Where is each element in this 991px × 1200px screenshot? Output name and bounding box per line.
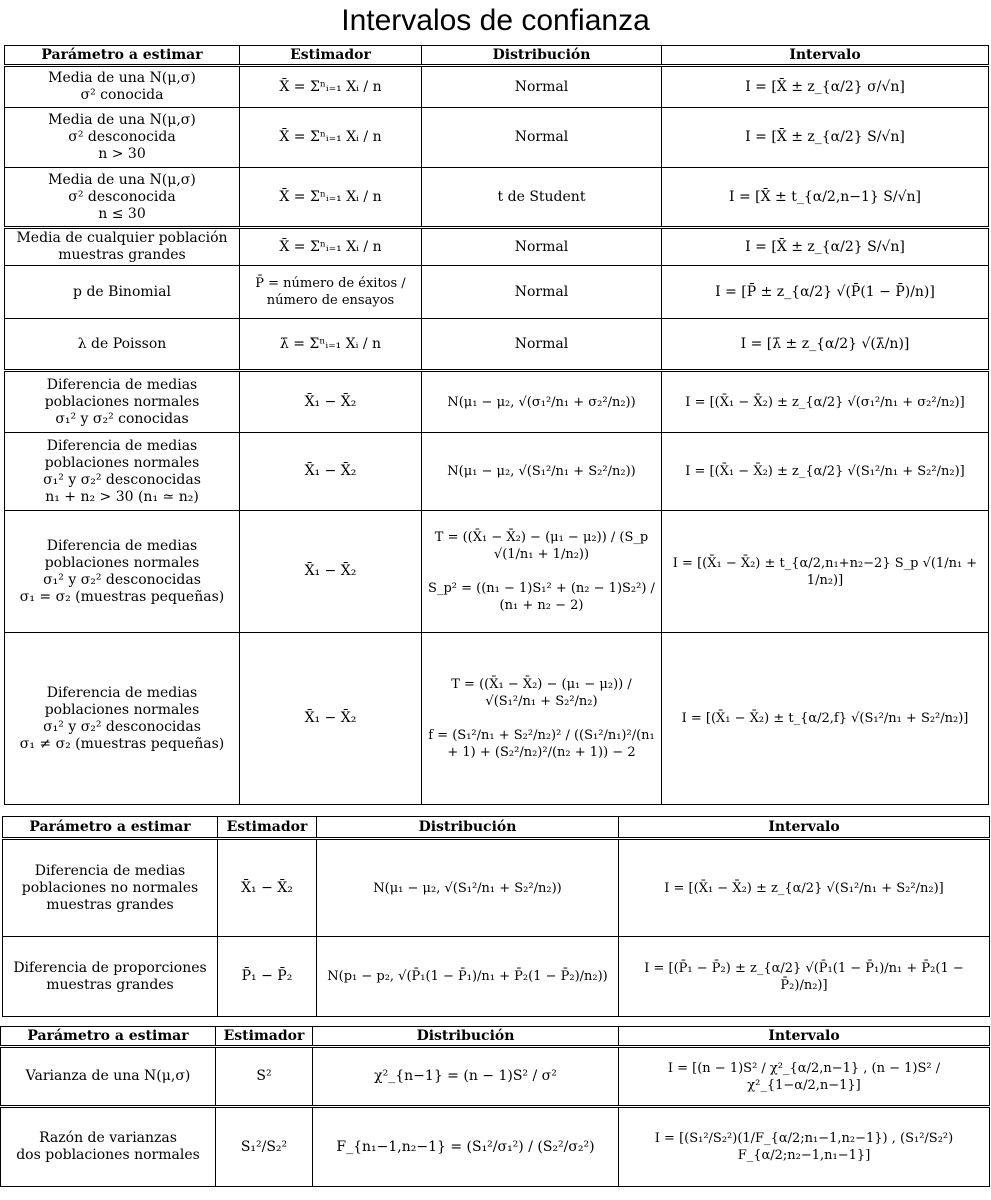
table-header-row <box>5 46 989 66</box>
row-param: Diferencia de medias poblaciones normales σ₁² y σ₂² desconocidas σ₁ ≠ σ₂ (muestras pequeñas) <box>5 633 240 805</box>
table-row <box>1 1047 990 1107</box>
row-param: Media de una N(μ,σ) σ² conocida <box>5 66 240 108</box>
row-estimator: X̄₁ − X̄₂ <box>240 433 422 511</box>
intervals-table-main <box>4 45 989 805</box>
table-row <box>5 66 989 108</box>
table-row <box>5 168 989 228</box>
row-distribution: Normal <box>422 319 662 371</box>
table-row <box>3 937 990 1017</box>
row-distribution: χ²_{n−1} = (n − 1)S² / σ² <box>313 1047 619 1107</box>
intervals-table-variance <box>0 1026 990 1187</box>
row-estimator: X̄₁ − X̄₂ <box>240 633 422 805</box>
row-distribution: t de Student <box>422 168 662 228</box>
row-estimator: X̄ = Σⁿᵢ₌₁ Xᵢ / n <box>240 228 422 266</box>
row-distribution: Normal <box>422 108 662 168</box>
row-distribution: T = ((X̄₁ − X̄₂) − (μ₁ − μ₂)) / √(S₁²/n₁ + S₂²/n₂) f = (S₁²/n₁ + S₂²/n₂)² / ((S₁²/n₁)²/(n₁ + 1) + (S₂²/n₂)²/(n₂ + 1)) − 2 <box>422 633 662 805</box>
row-distribution: F_{n₁−1,n₂−1} = (S₁²/σ₁²) / (S₂²/σ₂²) <box>313 1107 619 1187</box>
table-row <box>5 266 989 319</box>
row-interval: I = [(X̄₁ − X̄₂) ± t_{α/2,f} √(S₁²/n₁ + S₂²/n₂)] <box>662 633 989 805</box>
row-interval: I = [λ̄ ± z_{α/2} √(λ̄/n)] <box>662 319 989 371</box>
row-interval: I = [X̄ ± t_{α/2,n−1} S/√n] <box>662 168 989 228</box>
row-interval: I = [X̄ ± z_{α/2} σ/√n] <box>662 66 989 108</box>
row-distribution: N(μ₁ − μ₂, √(σ₁²/n₁ + σ₂²/n₂)) <box>422 371 662 433</box>
row-interval: I = [X̄ ± z_{α/2} S/√n] <box>662 108 989 168</box>
table-row <box>5 633 989 805</box>
row-estimator: S² <box>216 1047 313 1107</box>
row-interval: I = [(S₁²/S₂²)(1/F_{α/2;n₁−1,n₂−1}) , (S₁²/S₂²) F_{α/2;n₂−1,n₁−1}] <box>619 1107 990 1187</box>
row-interval: I = [(X̄₁ − X̄₂) ± z_{α/2} √(S₁²/n₁ + S₂²/n₂)] <box>662 433 989 511</box>
row-param: Varianza de una N(μ,σ) <box>1 1047 216 1107</box>
header-distribucion: Distribución <box>317 817 619 839</box>
row-estimator: X̄ = Σⁿᵢ₌₁ Xᵢ / n <box>240 108 422 168</box>
header-estimador: Estimador <box>240 46 422 66</box>
row-estimator: X̄ = Σⁿᵢ₌₁ Xᵢ / n <box>240 168 422 228</box>
row-distribution: Normal <box>422 266 662 319</box>
table-row <box>3 839 990 937</box>
row-estimator: P̄ = número de éxitos / número de ensayos <box>240 266 422 319</box>
header-parametro: Parámetro a estimar <box>1 1027 216 1047</box>
row-estimator: λ̄ = Σⁿᵢ₌₁ Xᵢ / n <box>240 319 422 371</box>
table-row <box>5 511 989 633</box>
table-header-row <box>1 1027 990 1047</box>
header-parametro: Parámetro a estimar <box>3 817 218 839</box>
row-estimator: X̄ = Σⁿᵢ₌₁ Xᵢ / n <box>240 66 422 108</box>
row-interval: I = [(X̄₁ − X̄₂) ± z_{α/2} √(σ₁²/n₁ + σ₂²/n₂)] <box>662 371 989 433</box>
row-param: Diferencia de medias poblaciones normales σ₁² y σ₂² desconocidas σ₁ = σ₂ (muestras pequeñas) <box>5 511 240 633</box>
row-param: Diferencia de medias poblaciones no normales muestras grandes <box>3 839 218 937</box>
table-row <box>5 319 989 371</box>
row-interval: I = [(X̄₁ − X̄₂) ± z_{α/2} √(S₁²/n₁ + S₂²/n₂)] <box>619 839 990 937</box>
row-param: Diferencia de medias poblaciones normales σ₁² y σ₂² conocidas <box>5 371 240 433</box>
row-param: Razón de varianzas dos poblaciones normales <box>1 1107 216 1187</box>
row-distribution: Normal <box>422 66 662 108</box>
row-param: p de Binomial <box>5 266 240 319</box>
table-row <box>5 228 989 266</box>
row-distribution: N(p₁ − p₂, √(P̄₁(1 − P̄₁)/n₁ + P̄₂(1 − P̄₂)/n₂)) <box>317 937 619 1017</box>
row-distribution: T = ((X̄₁ − X̄₂) − (μ₁ − μ₂)) / (S_p √(1/n₁ + 1/n₂)) S_p² = ((n₁ − 1)S₁² + (n₂ − 1)S₂²) / (n₁ + n₂ − 2) <box>422 511 662 633</box>
header-intervalo: Intervalo <box>662 46 989 66</box>
row-interval: I = [P̄ ± z_{α/2} √(P̄(1 − P̄)/n)] <box>662 266 989 319</box>
table-header-row <box>3 817 990 839</box>
header-intervalo: Intervalo <box>619 817 990 839</box>
header-distribucion: Distribución <box>422 46 662 66</box>
row-estimator: X̄₁ − X̄₂ <box>240 511 422 633</box>
page-title: Intervalos de confianza <box>341 4 650 37</box>
row-distribution: N(μ₁ − μ₂, √(S₁²/n₁ + S₂²/n₂)) <box>422 433 662 511</box>
row-param: Media de cualquier población muestras grandes <box>5 228 240 266</box>
row-distribution: N(μ₁ − μ₂, √(S₁²/n₁ + S₂²/n₂)) <box>317 839 619 937</box>
header-estimador: Estimador <box>216 1027 313 1047</box>
row-estimator: X̄₁ − X̄₂ <box>240 371 422 433</box>
row-estimator: P̄₁ − P̄₂ <box>218 937 317 1017</box>
row-estimator: X̄₁ − X̄₂ <box>218 839 317 937</box>
table-row <box>5 433 989 511</box>
row-param: Media de una N(μ,σ) σ² desconocida n > 30 <box>5 108 240 168</box>
row-param: λ de Poisson <box>5 319 240 371</box>
row-param: Diferencia de medias poblaciones normales σ₁² y σ₂² desconocidas n₁ + n₂ > 30 (n₁ ≃ n₂) <box>5 433 240 511</box>
intervals-table-large-samples <box>2 816 990 1017</box>
row-interval: I = [(P̄₁ − P̄₂) ± z_{α/2} √(P̄₁(1 − P̄₁)/n₁ + P̄₂(1 − P̄₂)/n₂)] <box>619 937 990 1017</box>
row-interval: I = [(X̄₁ − X̄₂) ± t_{α/2,n₁+n₂−2} S_p √(1/n₁ + 1/n₂)] <box>662 511 989 633</box>
table-row <box>5 371 989 433</box>
table-row <box>1 1107 990 1187</box>
row-distribution: Normal <box>422 228 662 266</box>
header-estimador: Estimador <box>218 817 317 839</box>
table-row <box>5 108 989 168</box>
header-distribucion: Distribución <box>313 1027 619 1047</box>
row-param: Diferencia de proporciones muestras grandes <box>3 937 218 1017</box>
row-param: Media de una N(μ,σ) σ² desconocida n ≤ 30 <box>5 168 240 228</box>
row-estimator: S₁²/S₂² <box>216 1107 313 1187</box>
row-interval: I = [X̄ ± z_{α/2} S/√n] <box>662 228 989 266</box>
header-parametro: Parámetro a estimar <box>5 46 240 66</box>
row-interval: I = [(n − 1)S² / χ²_{α/2,n−1} , (n − 1)S² / χ²_{1−α/2,n−1}] <box>619 1047 990 1107</box>
header-intervalo: Intervalo <box>619 1027 990 1047</box>
